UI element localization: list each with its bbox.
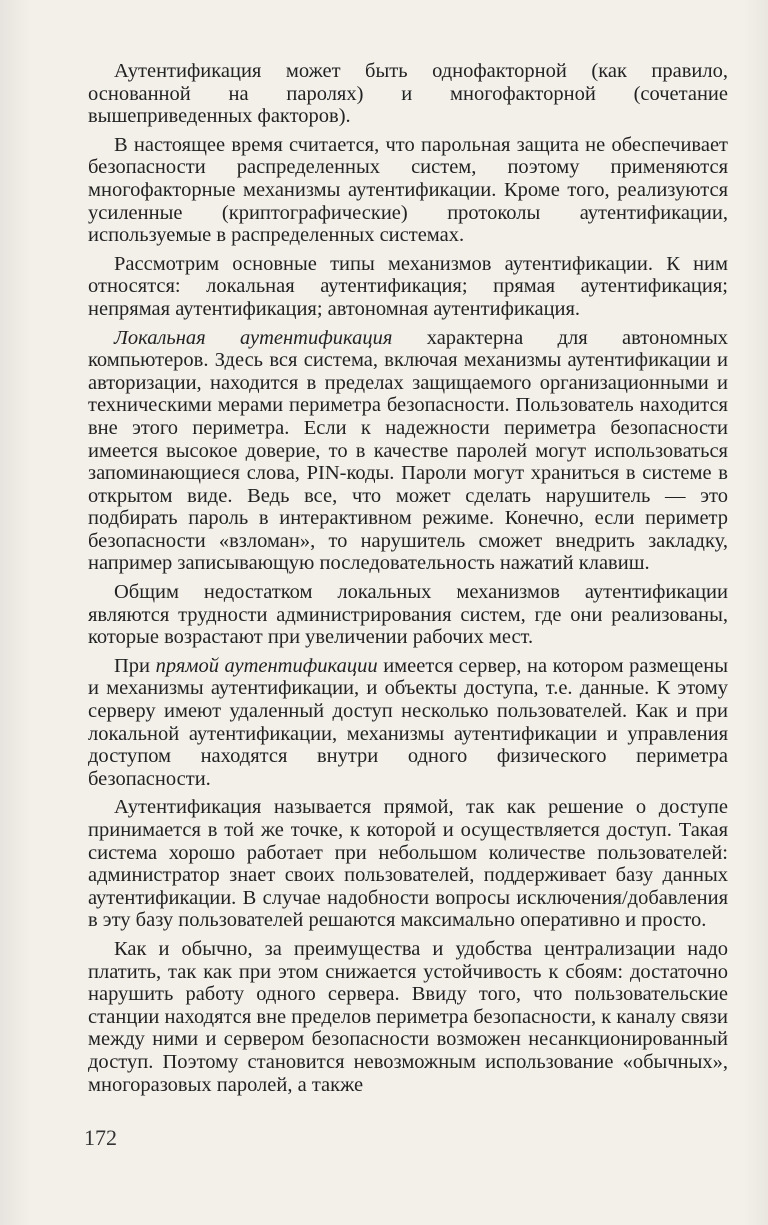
- italic-term: Локальная аутентификация: [114, 326, 393, 349]
- body-text: [88, 60, 728, 1102]
- text-segment: Рассмотрим основные типы механизмов аутентификации. К ним относятся: локальная аутентификация; прямая аутентификация; непрямая аутентификация; автономная аутентификация.: [88, 252, 728, 320]
- paragraph: [88, 581, 728, 649]
- text-segment: характерна для автономных компьютеров. Здесь вся система, включая механизмы аутентификации и авторизации, находится в пределах защищаемого организационными и техническими мерами периметра безопасности. Пользователь находится вне этого периметра. Если к надежности периметра безопасности имеется высокое доверие, то в качестве паролей могут использоваться запоминающиеся слова, PIN-коды. Пароли могут храниться в системе в открытом виде. Ведь все, что может сделать нарушитель — это подбирать пароль в интерактивном режиме. Конечно, если периметр безопасности «взломан», то нарушитель сможет внедрить закладку, например записывающую последовательность нажатий клавиш.: [88, 326, 728, 575]
- text-segment: Аутентификация называется прямой, так как решение о доступе принимается в той же точке, к которой и осуществляется доступ. Такая система хорошо работает при небольшом количестве пользователей: администратор знает своих пользователей, поддерживает базу данных аутентификации. В случае надобности вопросы исключения/добавления в эту базу пользователей решаются максимально оперативно и просто.: [88, 796, 728, 932]
- paragraph: [88, 327, 728, 576]
- text-segment: Аутентификация может быть однофакторной (как правило, основанной на паролях) и многофакторной (сочетание вышеприведенных факторов).: [88, 60, 728, 128]
- paragraph: [88, 134, 728, 247]
- text-segment: При: [114, 654, 156, 677]
- paragraph: [88, 655, 728, 791]
- text-segment: Общим недостатком локальных механизмов аутентификации являются трудности администрирования систем, где они реализованы, которые возрастают при увеличении рабочих мест.: [88, 581, 728, 649]
- text-segment: В настоящее время считается, что парольная защита не обеспечивает безопасности распределенных систем, поэтому применяются многофакторные механизмы аутентификации. Кроме того, реализуются усиленные (криптографические) протоколы аутентификации, используемые в распределенных системах.: [88, 133, 728, 247]
- italic-term: прямой аутентификации: [155, 654, 378, 677]
- page-number: 172: [84, 1125, 117, 1150]
- text-segment: имеется сервер, на котором размещены и механизмы аутентификации, и объекты доступа, т.е. данные. К этому серверу имеют удаленный доступ несколько пользователей. Как и при локальной аутентификации, механизмы аутентификации и управления доступом находятся внутри одного физического периметра безопасности.: [88, 654, 728, 790]
- paragraph: [88, 796, 728, 932]
- text-segment: Как и обычно, за преимущества и удобства централизации надо платить, так как при этом снижается устойчивость к сбоям: достаточно нарушить работу одного сервера. Ввиду того, что пользовательские станции находятся вне пределов периметра безопасности, к каналу связи между ними и сервером безопасности возможен несанкционированный доступ. Поэтому становится невозможным использование «обычных», многоразовых паролей, а также: [88, 937, 728, 1096]
- paragraph: [88, 60, 728, 128]
- paragraph: [88, 253, 728, 321]
- paragraph: [88, 938, 728, 1096]
